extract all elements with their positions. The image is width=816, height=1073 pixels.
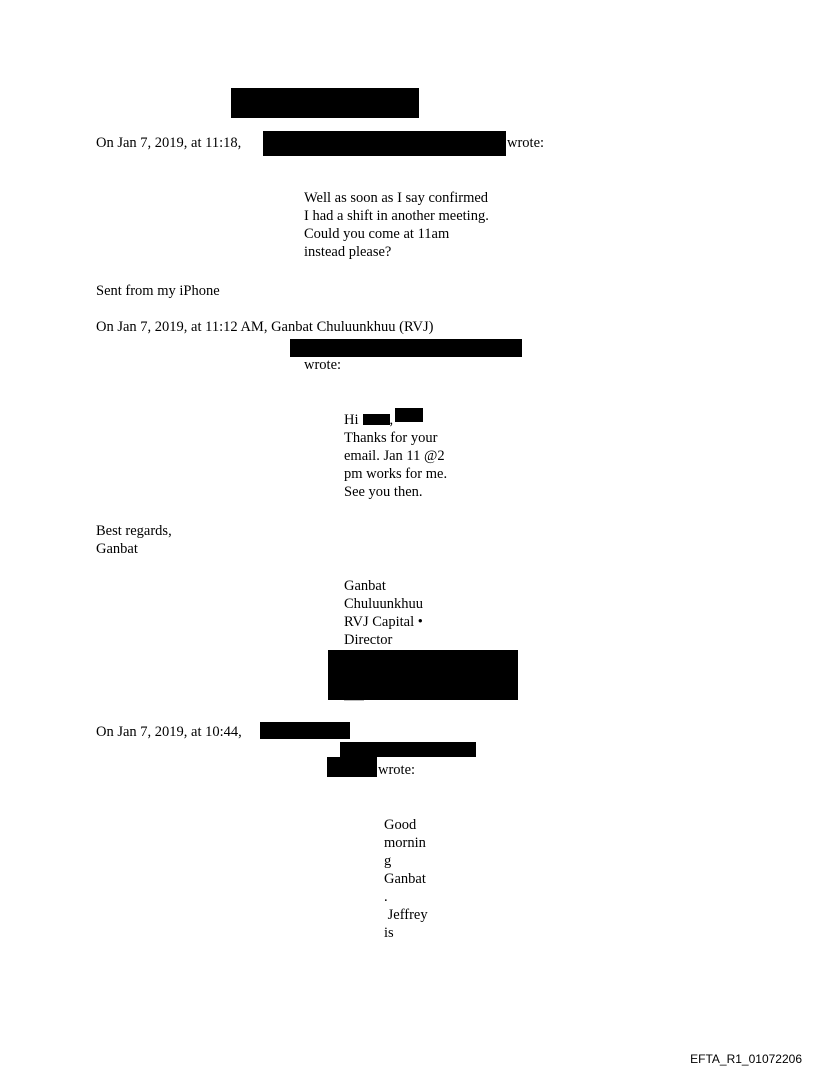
message-3-line-3: g [384,853,392,869]
message-1-line-1: Well as soon as I say confirmed [304,190,489,206]
greeting-comma: , [389,412,394,428]
email-header-2-prefix: On Jan 7, 2019, at 11:12 AM, Ganbat Chuluunkhuu (RVJ) [96,319,434,335]
redacted-email-2 [290,339,522,357]
email-header-2-suffix: wrote: [304,357,342,373]
redacted-sender-1 [263,131,506,156]
greeting-word: Hi [344,412,359,428]
redacted-signature-block [328,650,518,700]
email-header-1-suffix: wrote: [507,135,545,151]
signature-line-3: RVJ Capital • [344,614,423,630]
message-1-line-4: instead please? [304,244,392,260]
message-3-line-5: . [384,889,388,905]
redaction-underline [344,700,364,701]
message-3-line-1: Good [384,817,417,833]
message-1-line-2: I had a shift in another meeting. [304,208,489,224]
redacted-email-3b [327,757,377,777]
signature-line-4: Director [344,632,393,648]
message-3-line-4: Ganbat [384,871,426,887]
closing-line-1: Best regards, [96,523,172,539]
message-2-greeting [344,411,393,429]
redacted-name-inline [363,414,390,425]
redacted-sender-3 [260,722,350,739]
signature-line-1: Ganbat [344,578,386,594]
redacted-email-3a [340,742,476,757]
message-2-line-1: Thanks for your [344,430,438,446]
closing-line-2: Ganbat [96,541,138,557]
message-2-line-3: pm works for me. [344,466,448,482]
signature-line-2: Chuluunkhuu [344,596,423,612]
message-3-line-2: mornin [384,835,426,851]
document-id-footer: EFTA_R1_01072206 [690,1052,802,1066]
redacted-name-2 [395,408,423,422]
message-3-line-7: is [384,925,394,941]
sent-from-iphone: Sent from my iPhone [96,283,220,299]
email-header-3-suffix: wrote: [378,762,416,778]
email-header-3-prefix: On Jan 7, 2019, at 10:44, [96,724,242,740]
email-header-1-prefix: On Jan 7, 2019, at 11:18, [96,135,242,151]
message-2-line-2: email. Jan 11 @2 [344,448,445,464]
message-1-line-3: Could you come at 11am [304,226,450,242]
message-3-line-6: Jeffrey [384,907,428,923]
message-2-line-4: See you then. [344,484,423,500]
redaction-block-top [231,88,419,118]
